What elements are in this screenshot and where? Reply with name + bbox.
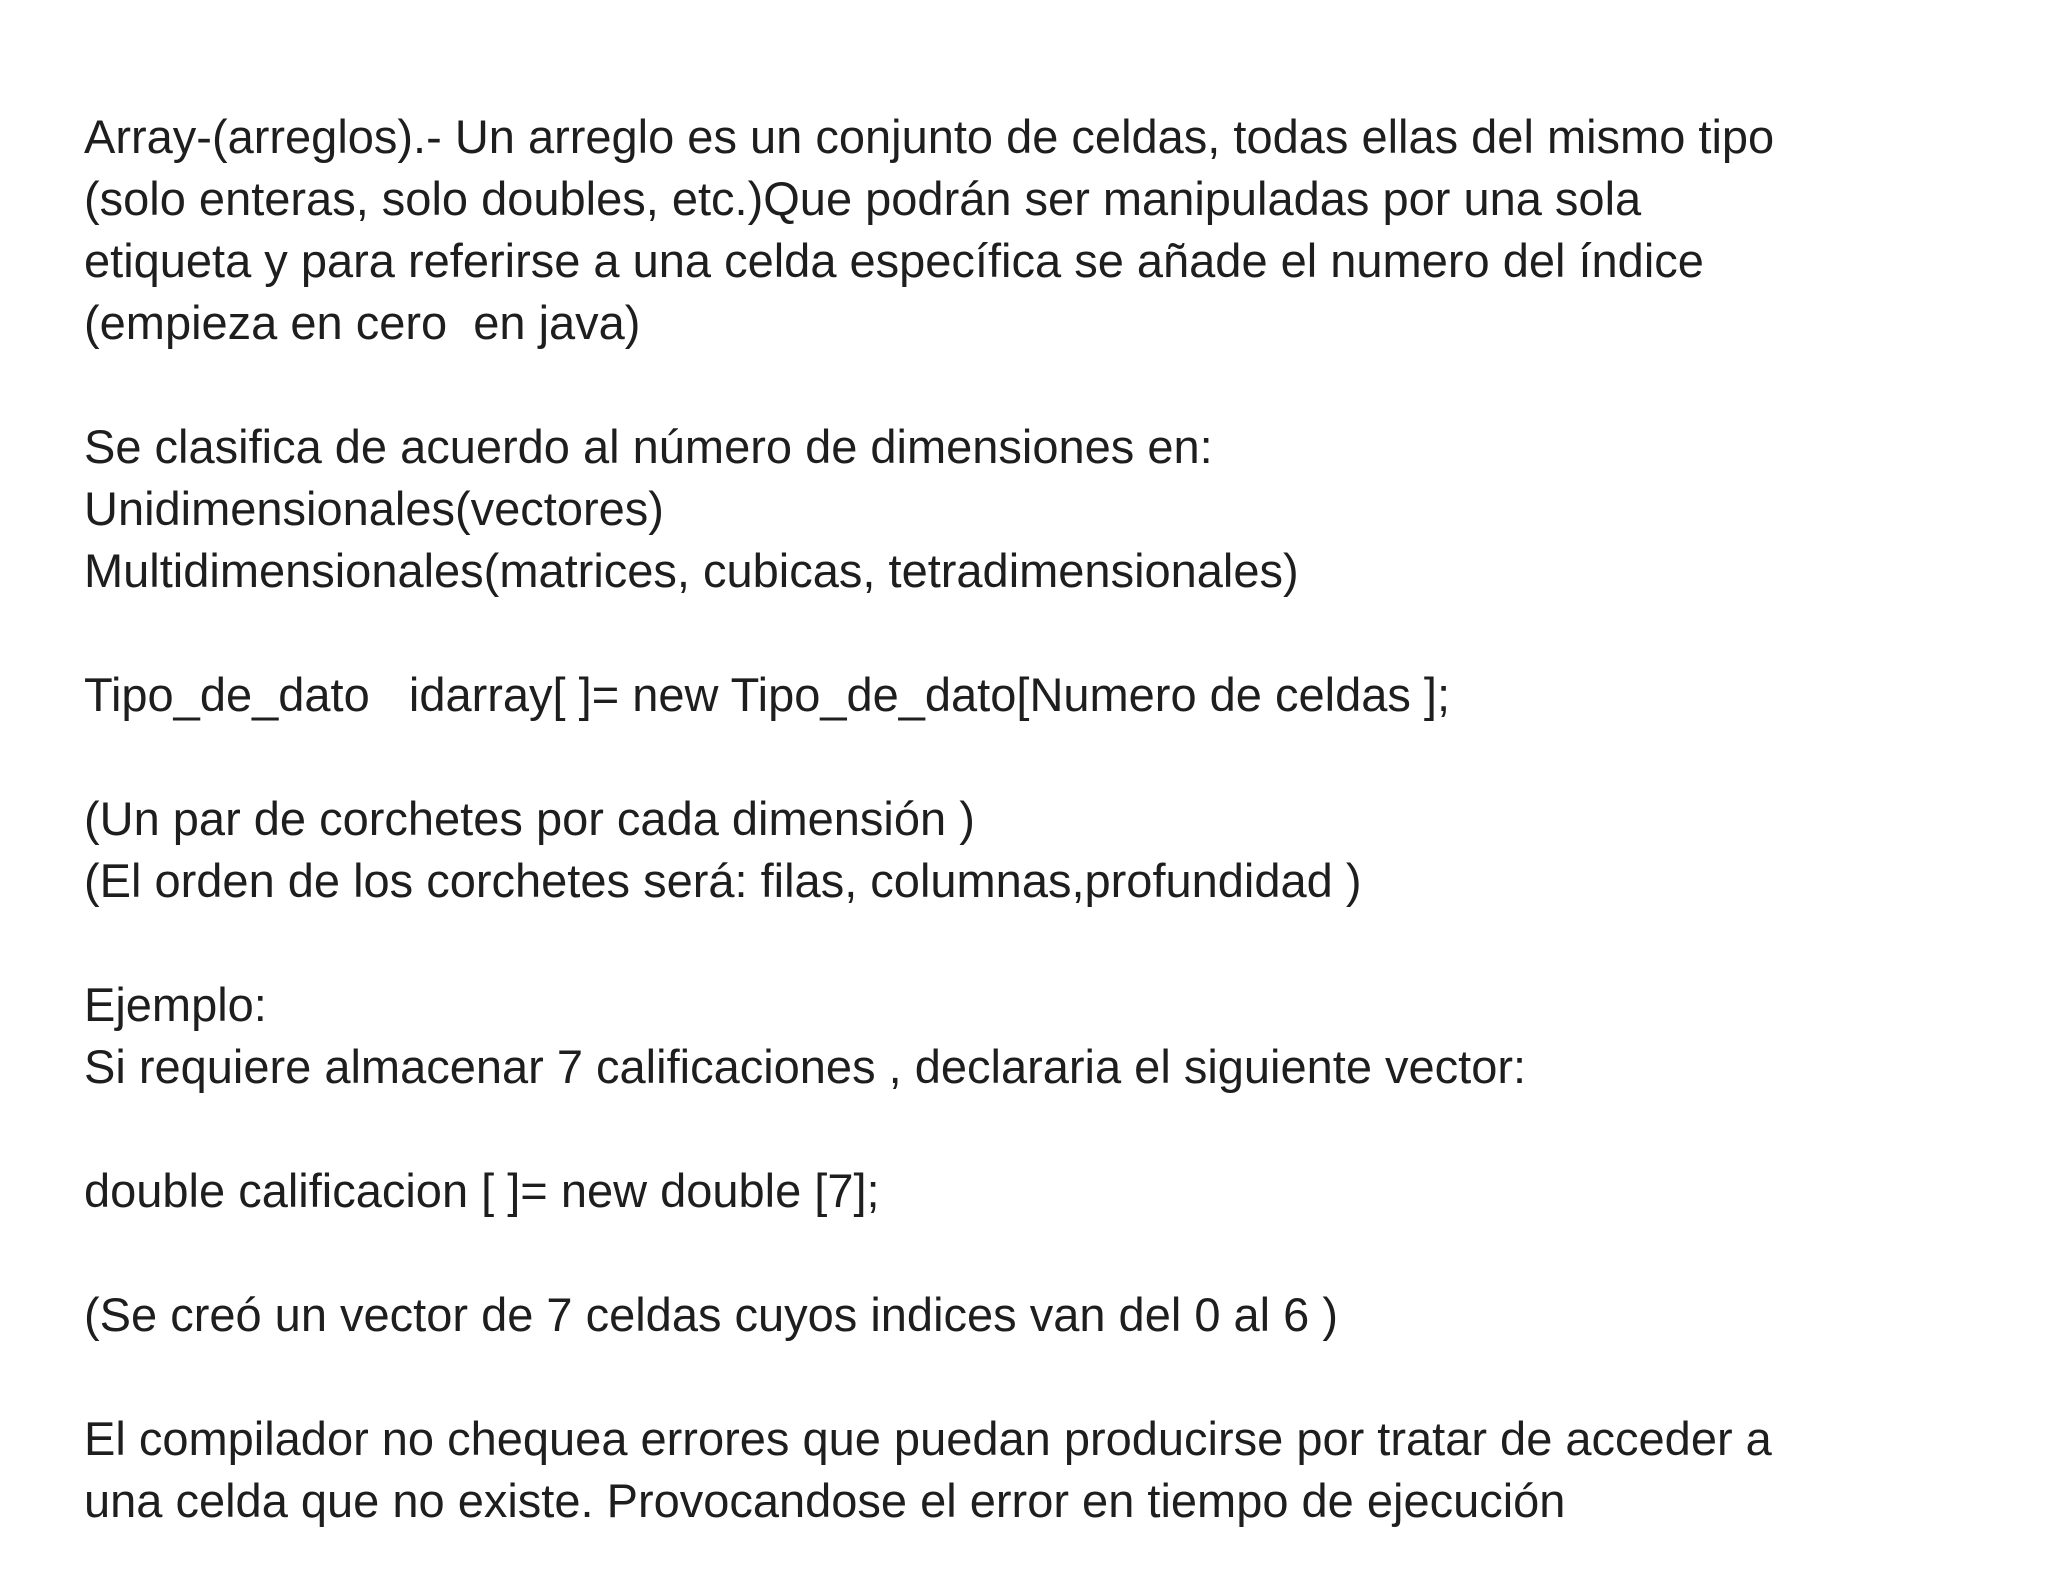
paragraph-gap [84,726,1984,788]
syntax-line: Tipo_de_dato idarray[ ]= new Tipo_de_dato[Numero de celdas ]; [84,668,1451,721]
text-line: Si requiere almacenar 7 calificaciones , declararia el siguiente vector: [84,1040,1527,1093]
document-body [84,106,1984,1532]
text-line: (empieza en cero en java) [84,296,641,349]
paragraph-gap [84,912,1984,974]
paragraph-gap [84,602,1984,664]
text-line: Ejemplo: [84,978,267,1031]
example-paragraph [84,974,1984,1098]
text-line: Se clasifica de acuerdo al número de dimensiones en: [84,420,1213,473]
brackets-note-paragraph [84,788,1984,912]
paragraph-gap [84,1098,1984,1160]
paragraph-gap [84,354,1984,416]
text-line: (solo enteras, solo doubles, etc.)Que podrán ser manipuladas por una sola [84,172,1642,225]
classification-paragraph [84,416,1984,602]
text-line: Unidimensionales(vectores) [84,482,664,535]
text-line: etiqueta y para referirse a una celda específica se añade el numero del índice [84,234,1704,287]
paragraph-gap [84,1222,1984,1284]
text-line: (Un par de corchetes por cada dimensión ) [84,792,975,845]
array-definition-paragraph [84,106,1984,354]
text-line: una celda que no existe. Provocandose el error en tiempo de ejecución [84,1474,1566,1527]
compiler-note-paragraph [84,1408,1984,1532]
example-code-line: double calificacion [ ]= new double [7]; [84,1164,880,1217]
text-line: Array-(arreglos).- Un arreglo es un conjunto de celdas, todas ellas del mismo tipo [84,110,1775,163]
paragraph-gap [84,1346,1984,1408]
example-note-line: (Se creó un vector de 7 celdas cuyos indices van del 0 al 6 ) [84,1288,1339,1341]
text-line: El compilador no chequea errores que puedan producirse por tratar de acceder a [84,1412,1772,1465]
text-line: (El orden de los corchetes será: filas, columnas,profundidad ) [84,854,1362,907]
text-line: Multidimensionales(matrices, cubicas, tetradimensionales) [84,544,1299,597]
